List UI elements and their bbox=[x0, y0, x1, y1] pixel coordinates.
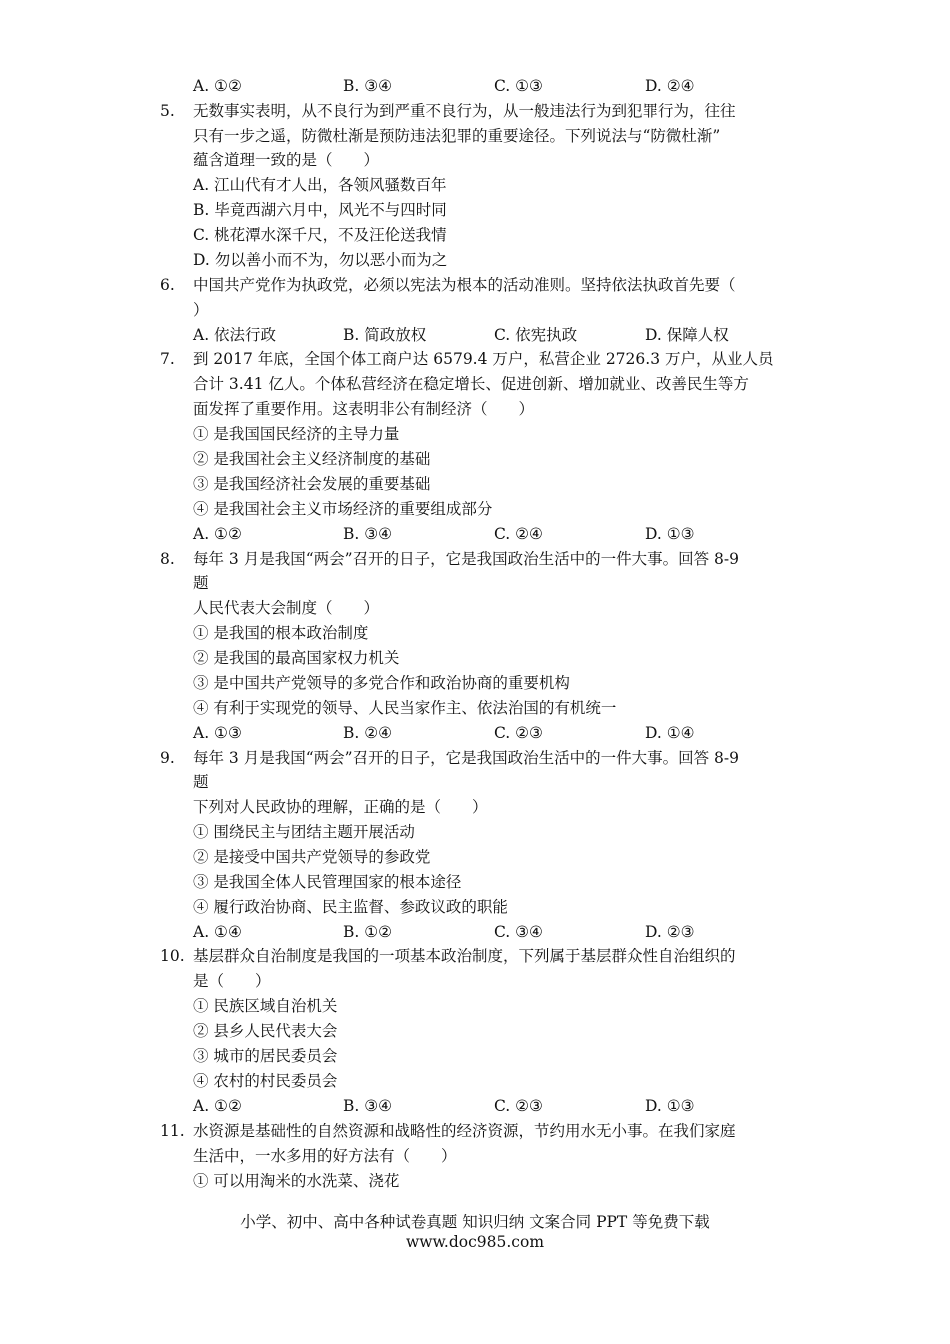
question-text: 下列对人民政协的理解，正确的是（ ） bbox=[193, 798, 488, 816]
option-b: B. ②④ bbox=[343, 724, 393, 742]
statement-item: ② 是我国社会主义经济制度的基础 bbox=[193, 450, 431, 468]
statement-item: ① 民族区域自治机关 bbox=[193, 997, 338, 1015]
statement-item: ④ 是我国社会主义市场经济的重要组成部分 bbox=[193, 500, 493, 518]
question-number: 9. bbox=[160, 749, 175, 767]
question-number: 7. bbox=[160, 350, 175, 368]
statement-item: ③ 是我国全体人民管理国家的根本途径 bbox=[193, 873, 462, 891]
question-number: 5. bbox=[160, 102, 175, 120]
question-number: 11. bbox=[160, 1122, 185, 1140]
question-text: 水资源是基础性的自然资源和战略性的经济资源，节约用水无小事。在我们家庭 bbox=[193, 1122, 736, 1140]
option-c: C. ③④ bbox=[494, 923, 543, 941]
option-b: B. ③④ bbox=[343, 77, 393, 95]
statement-item: ① 可以用淘米的水洗菜、浇花 bbox=[193, 1172, 400, 1190]
footer-promo-text: 小学、初中、高中各种试卷真题 知识归纳 文案合同 PPT 等免费下载 bbox=[240, 1213, 710, 1231]
question-text: 人民代表大会制度（ ） bbox=[193, 599, 380, 617]
option-a: A. ①② bbox=[193, 77, 242, 95]
question-text: 中国共产党作为执政党，必须以宪法为根本的活动准则。坚持依法执政首先要（ bbox=[193, 276, 736, 294]
question-number: 10. bbox=[160, 947, 185, 965]
option-c: C. ①③ bbox=[494, 77, 543, 95]
question-text: 生活中，一水多用的好方法有（ ） bbox=[193, 1147, 457, 1165]
choice-b: B. 毕竟西湖六月中，风光不与四时同 bbox=[193, 201, 447, 219]
question-text: 基层群众自治制度是我国的一项基本政治制度，下列属于基层群众性自治组织的 bbox=[193, 947, 736, 965]
statement-item: ② 是接受中国共产党领导的参政党 bbox=[193, 848, 431, 866]
choice-c: C. 桃花潭水深千尺，不及汪伦送我情 bbox=[193, 226, 447, 244]
question-text: 到 2017 年底，全国个体工商户达 6579.4 万户，私营企业 2726.3 万户，从业人员 bbox=[193, 350, 774, 368]
question-text: 只有一步之遥，防微杜渐是预防违法犯罪的重要途径。下列说法与“防微杜渐” bbox=[193, 127, 721, 145]
option-a: A. ①④ bbox=[193, 923, 242, 941]
question-text: 面发挥了重要作用。这表明非公有制经济（ ） bbox=[193, 400, 535, 418]
option-b: B. ③④ bbox=[343, 525, 393, 543]
statement-item: ④ 有利于实现党的领导、人民当家作主、依法治国的有机统一 bbox=[193, 699, 617, 717]
option-a: A. ①② bbox=[193, 1097, 242, 1115]
option-a: A. 依法行政 bbox=[193, 326, 277, 344]
option-c: C. ②③ bbox=[494, 724, 543, 742]
option-c: C. ②③ bbox=[494, 1097, 543, 1115]
statement-item: ③ 是中国共产党领导的多党合作和政治协商的重要机构 bbox=[193, 674, 570, 692]
option-b: B. ①② bbox=[343, 923, 393, 941]
question-text: 是（ ） bbox=[193, 972, 271, 990]
statement-item: ③ 是我国经济社会发展的重要基础 bbox=[193, 475, 431, 493]
question-text: 每年 3 月是我国“两会”召开的日子，它是我国政治生活中的一件大事。回答 8-9 bbox=[193, 749, 739, 767]
question-text: 合计 3.41 亿人。个体私营经济在稳定增长、促进创新、增加就业、改善民生等方 bbox=[193, 375, 749, 393]
statement-item: ① 是我国的根本政治制度 bbox=[193, 624, 369, 642]
option-b: B. ③④ bbox=[343, 1097, 393, 1115]
option-d: D. ①④ bbox=[645, 724, 695, 742]
question-text: 每年 3 月是我国“两会”召开的日子，它是我国政治生活中的一件大事。回答 8-9 bbox=[193, 550, 739, 568]
question-text: 题 bbox=[193, 574, 209, 592]
statement-item: ④ 履行政治协商、民主监督、参政议政的职能 bbox=[193, 898, 508, 916]
option-d: D. ①③ bbox=[645, 1097, 695, 1115]
option-d: D. ②④ bbox=[645, 77, 695, 95]
question-text: 无数事实表明，从不良行为到严重不良行为，从一般违法行为到犯罪行为，往往 bbox=[193, 102, 736, 120]
question-text: ） bbox=[193, 301, 209, 319]
option-a: A. ①③ bbox=[193, 724, 242, 742]
statement-item: ① 是我国国民经济的主导力量 bbox=[193, 425, 400, 443]
choice-d: D. 勿以善小而不为，勿以恶小而为之 bbox=[193, 251, 448, 269]
statement-item: ④ 农村的村民委员会 bbox=[193, 1072, 338, 1090]
option-c: C. 依宪执政 bbox=[494, 326, 578, 344]
option-a: A. ①② bbox=[193, 525, 242, 543]
question-number: 8. bbox=[160, 550, 175, 568]
option-c: C. ②④ bbox=[494, 525, 543, 543]
option-d: D. 保障人权 bbox=[645, 326, 729, 344]
footer-website-link[interactable]: www.doc985.com bbox=[405, 1233, 545, 1251]
question-text: 题 bbox=[193, 773, 209, 791]
question-text: 蕴含道理一致的是（ ） bbox=[193, 151, 380, 169]
statement-item: ③ 城市的居民委员会 bbox=[193, 1047, 338, 1065]
choice-a: A. 江山代有才人出，各领风骚数百年 bbox=[193, 176, 447, 194]
option-b: B. 简政放权 bbox=[343, 326, 427, 344]
statement-item: ② 县乡人民代表大会 bbox=[193, 1022, 338, 1040]
question-number: 6. bbox=[160, 276, 175, 294]
option-d: D. ②③ bbox=[645, 923, 695, 941]
option-d: D. ①③ bbox=[645, 525, 695, 543]
statement-item: ① 围绕民主与团结主题开展活动 bbox=[193, 823, 415, 841]
statement-item: ② 是我国的最高国家权力机关 bbox=[193, 649, 400, 667]
